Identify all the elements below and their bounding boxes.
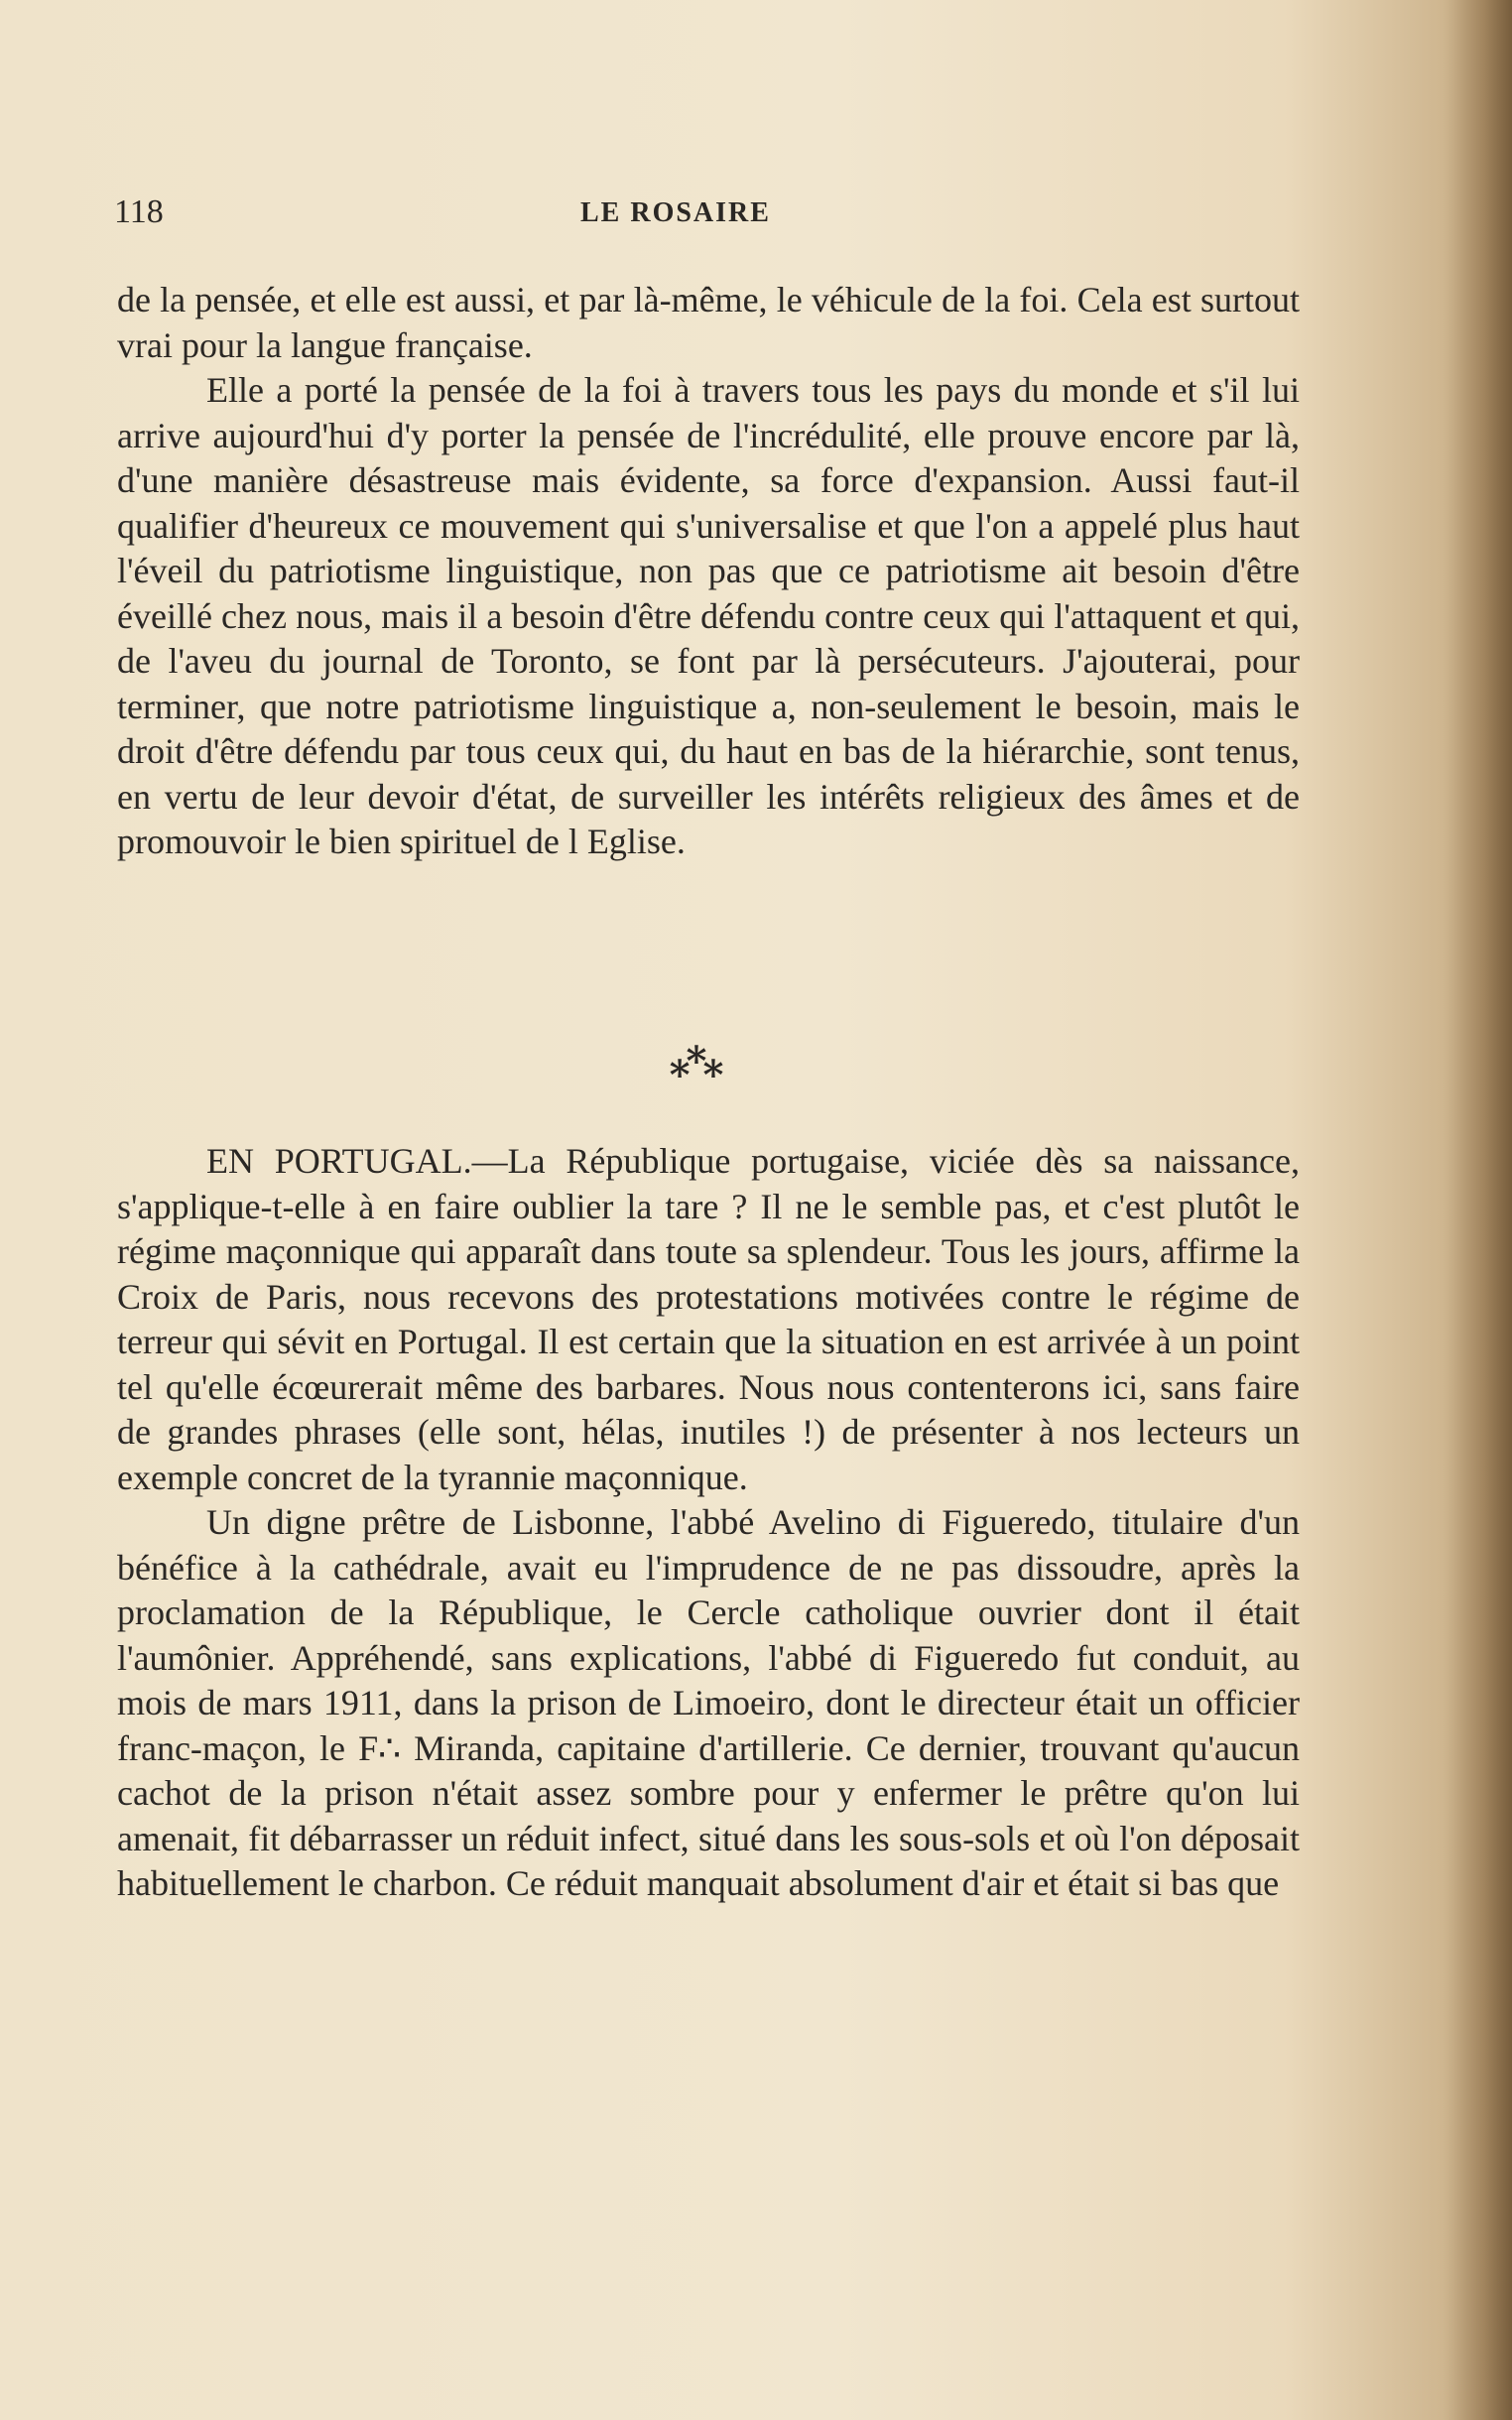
asterisk: * bbox=[686, 1038, 703, 1084]
paragraph: EN PORTUGAL.—La République portugaise, viciée dès sa naissance, s'applique-t-elle à en faire oublier la tare ? Il ne le semble pas, et c'est plutôt le régime maçonnique qui apparaît dans toute sa splendeur. Tous les jours, affirme la Croix de Paris, nous recevons des protestations motivées contre le régime de terreur qui sévit en Portugal. Il est certain que la situation en est arrivée à un point tel qu'elle écœurerait même des barbares. Nous nous contenterons ici, sans faire de grandes phrases (elle sont, hélas, inutiles !) de présenter à nos lecteurs un exemple concret de la tyrannie maçonnique. bbox=[117, 1141, 1300, 1497]
section-linguistic-patriotism bbox=[117, 278, 1300, 865]
asterisk: * bbox=[669, 1052, 687, 1098]
page-number: 118 bbox=[114, 193, 164, 230]
section-en-portugal bbox=[117, 1139, 1300, 1907]
paragraph: de la pensée, et elle est aussi, et par là-même, le véhicule de la foi. Cela est surtout vrai pour la langue française. bbox=[117, 280, 1300, 365]
asterisk: * bbox=[702, 1052, 720, 1098]
page-header bbox=[114, 193, 1305, 233]
page-edge-shadow bbox=[1443, 0, 1512, 2420]
paragraph: Un digne prêtre de Lisbonne, l'abbé Avelino di Figueredo, titulaire d'un bénéfice à la cathédrale, avait eu l'imprudence de ne pas dissoudre, après la proclamation de la République, le Cercle catholique ouvrier dont il était l'aumônier. Appréhendé, sans explications, l'abbé di Figueredo fut conduit, au mois de mars 1911, dans la prison de Limoeiro, dont le directeur était un officier franc-maçon, le F∴ Miranda, capitaine d'artillerie. Ce dernier, trouvant qu'aucun cachot de la prison n'était assez sombre pour y enfermer le prêtre qu'on lui amenait, fit débarrasser un réduit infect, situé dans les sous-sols et où l'on déposait habituellement le charbon. Ce réduit manquait absolument d'air et était si bas que bbox=[117, 1502, 1300, 1903]
running-title: LE ROSAIRE bbox=[580, 197, 771, 228]
section-separator-asterism bbox=[635, 1038, 754, 1098]
paragraph: Elle a porté la pensée de la foi à travers tous les pays du monde et s'il lui arrive aujourd'hui d'y porter la pensée de l'incrédulité, elle prouve encore par là, d'une manière désastreuse mais évidente, sa force d'expansion. Aussi faut-il qualifier d'heureux ce mouvement qui s'universalise et que l'on a appelé plus haut l'éveil du patriotisme linguistique, non pas que ce patriotisme ait besoin d'être éveillé chez nous, mais il a besoin d'être défendu contre ceux qui l'attaquent et qui, de l'aveu du journal de Toronto, se font par là persécuteurs. J'ajouterai, pour terminer, que notre patriotisme linguistique a, non-seulement le besoin, mais le droit d'être défendu par tous ceux qui, du haut en bas de la hiérarchie, sont tenus, en vertu de leur devoir d'état, de surveiller les intérêts religieux des âmes et de promouvoir le bien spirituel de l Eglise. bbox=[117, 370, 1300, 861]
